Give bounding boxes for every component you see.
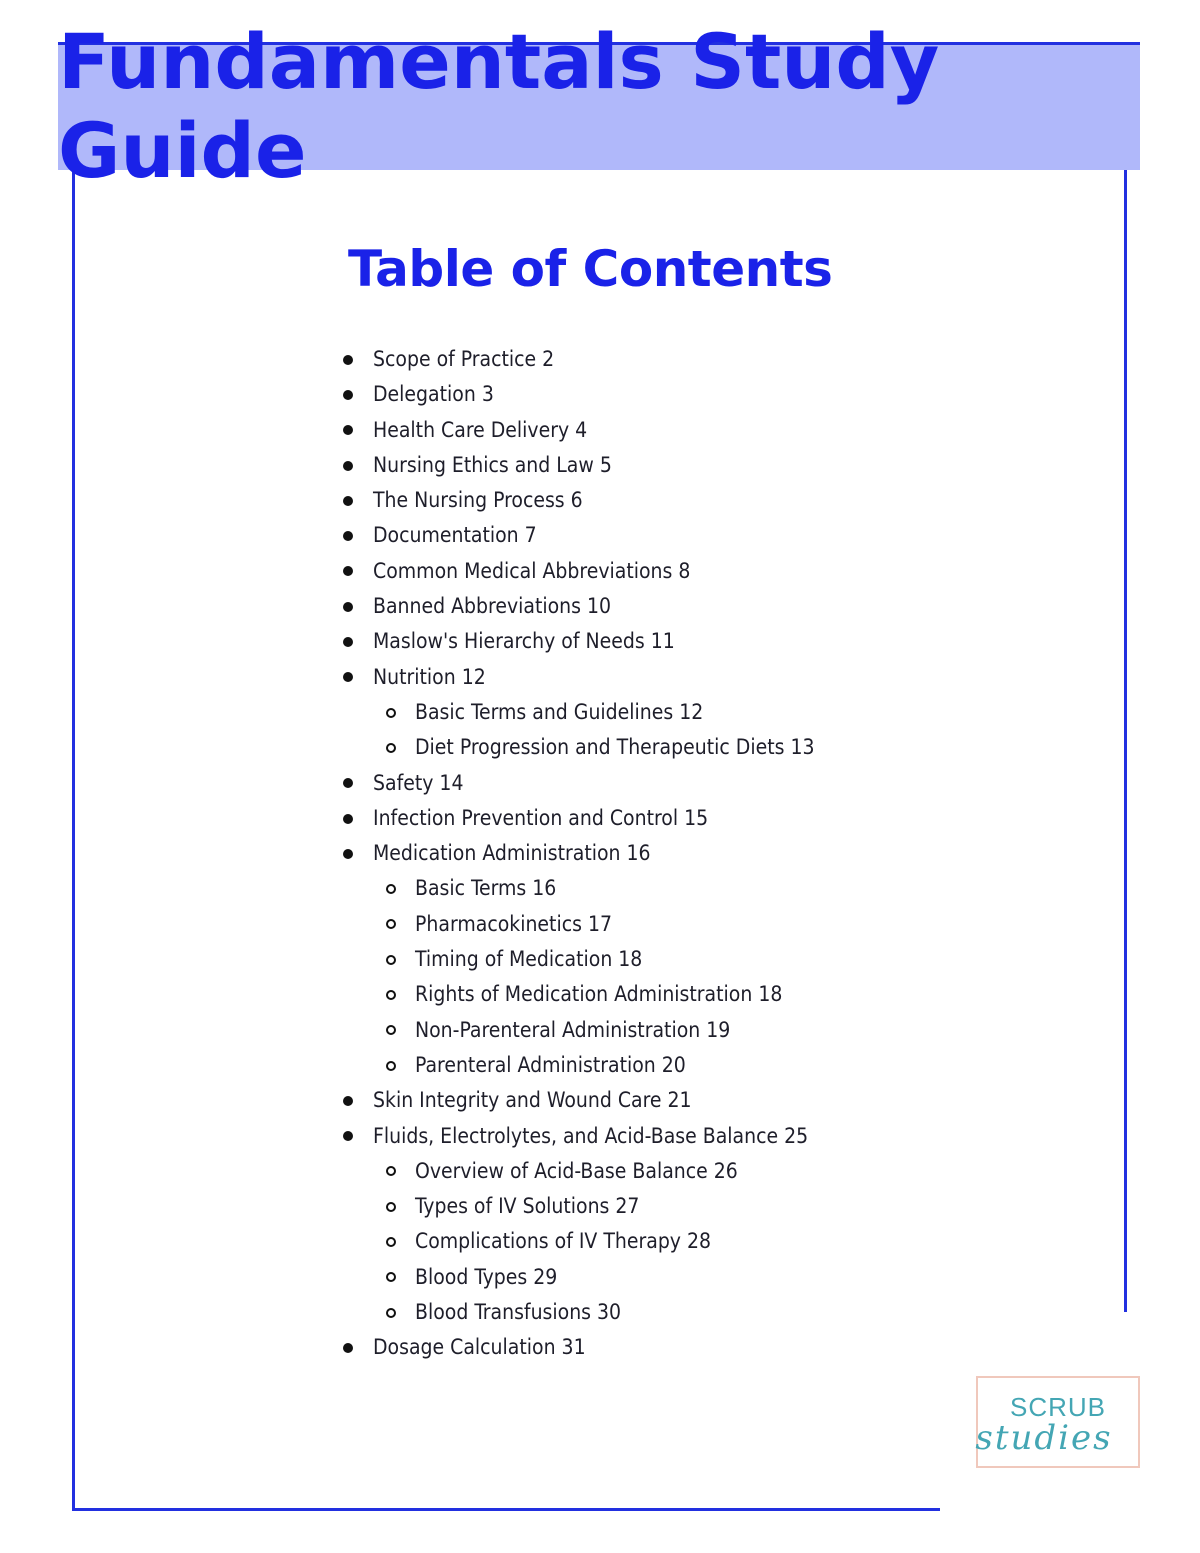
toc-item-text: Basic Terms 16 xyxy=(415,876,557,901)
toc-item xyxy=(0,518,814,553)
toc-subitem xyxy=(0,1260,814,1295)
toc-item xyxy=(0,1330,814,1365)
bullet-icon xyxy=(343,390,353,400)
toc-item-text: Infection Prevention and Control 15 xyxy=(373,805,709,830)
toc-item xyxy=(0,554,814,589)
toc-item-text: Common Medical Abbreviations 8 xyxy=(373,558,691,583)
toc-list xyxy=(0,342,814,1366)
toc-item-text: Nutrition 12 xyxy=(373,664,486,689)
toc-subitem xyxy=(0,695,814,730)
toc-subitem xyxy=(0,1189,814,1224)
bullet-icon xyxy=(343,1131,353,1141)
bullet-icon xyxy=(343,814,353,824)
toc-item xyxy=(0,589,814,624)
toc-item-text: Non-Parenteral Administration 19 xyxy=(415,1017,731,1042)
hollow-bullet-icon xyxy=(386,743,396,753)
toc-subitem xyxy=(0,871,814,906)
toc-item xyxy=(0,1083,814,1118)
bullet-icon xyxy=(343,778,353,788)
bullet-icon xyxy=(343,355,353,365)
toc-item-text: Documentation 7 xyxy=(373,523,537,548)
hollow-bullet-icon xyxy=(386,1237,396,1247)
toc-item-text: Rights of Medication Administration 18 xyxy=(415,982,783,1007)
bullet-icon xyxy=(343,672,353,682)
toc-item xyxy=(0,624,814,659)
toc-item xyxy=(0,342,814,377)
hollow-bullet-icon xyxy=(386,1166,396,1176)
hollow-bullet-icon xyxy=(386,1061,396,1071)
toc-item xyxy=(0,413,814,448)
toc-item-text: Types of IV Solutions 27 xyxy=(415,1194,640,1219)
toc-item-text: Delegation 3 xyxy=(373,382,494,407)
toc-item xyxy=(0,801,814,836)
page-frame-right xyxy=(1124,60,1127,1312)
toc-item-text: Blood Types 29 xyxy=(415,1264,558,1289)
toc-item-text: Medication Administration 16 xyxy=(373,841,651,866)
bullet-icon xyxy=(343,1343,353,1353)
toc-item-text: Diet Progression and Therapeutic Diets 13 xyxy=(415,735,815,760)
hollow-bullet-icon xyxy=(386,919,396,929)
toc-item-text: Timing of Medication 18 xyxy=(415,947,643,972)
toc-item-text: Scope of Practice 2 xyxy=(373,347,555,371)
toc-item xyxy=(0,766,814,801)
hollow-bullet-icon xyxy=(386,990,396,1000)
toc-subitem xyxy=(0,942,814,977)
toc-item-text: Dosage Calculation 31 xyxy=(373,1335,586,1360)
toc-item-text: Nursing Ethics and Law 5 xyxy=(373,452,612,477)
toc-subitem xyxy=(0,1224,814,1259)
toc-item-text: The Nursing Process 6 xyxy=(373,488,583,513)
toc-item xyxy=(0,483,814,518)
hollow-bullet-icon xyxy=(386,955,396,965)
toc-item xyxy=(0,660,814,695)
logo-scrub-text: SCRUB xyxy=(1009,1392,1106,1422)
bullet-icon xyxy=(343,496,353,506)
bullet-icon xyxy=(343,566,353,576)
toc-item-text: Basic Terms and Guidelines 12 xyxy=(415,699,704,724)
document-title: Fundamentals Study Guide xyxy=(58,17,940,195)
scrub-studies-logo xyxy=(976,1376,1140,1468)
toc-subitem xyxy=(0,1295,814,1330)
toc-heading: Table of Contents xyxy=(348,240,833,298)
toc-item xyxy=(0,1119,814,1154)
toc-item xyxy=(0,448,814,483)
hollow-bullet-icon xyxy=(386,1025,396,1035)
toc-subitem xyxy=(0,1048,814,1083)
logo-studies-script: studies xyxy=(975,1418,1113,1458)
toc-item xyxy=(0,836,814,871)
hollow-bullet-icon xyxy=(386,708,396,718)
toc-item-text: Health Care Delivery 4 xyxy=(373,417,588,442)
hollow-bullet-icon xyxy=(386,884,396,894)
toc-subitem xyxy=(0,1013,814,1048)
bullet-icon xyxy=(343,849,353,859)
toc-subitem xyxy=(0,1154,814,1189)
page-frame-bottom xyxy=(72,1508,940,1511)
hollow-bullet-icon xyxy=(386,1202,396,1212)
toc-item-text: Pharmacokinetics 17 xyxy=(415,911,612,936)
toc-item-text: Safety 14 xyxy=(373,770,464,795)
toc-item-text: Parenteral Administration 20 xyxy=(415,1052,686,1077)
bullet-icon xyxy=(343,425,353,435)
toc-item-text: Blood Transfusions 30 xyxy=(415,1300,622,1325)
bullet-icon xyxy=(343,461,353,471)
toc-item-text: Banned Abbreviations 10 xyxy=(373,594,612,619)
toc-subitem xyxy=(0,977,814,1012)
toc-item-text: Maslow's Hierarchy of Needs 11 xyxy=(373,629,675,654)
bullet-icon xyxy=(343,602,353,612)
toc-item-text: Complications of IV Therapy 28 xyxy=(415,1229,712,1254)
bullet-icon xyxy=(343,637,353,647)
bullet-icon xyxy=(343,1096,353,1106)
toc-subitem xyxy=(0,730,814,765)
toc-item-text: Skin Integrity and Wound Care 21 xyxy=(373,1088,692,1113)
hollow-bullet-icon xyxy=(386,1272,396,1282)
toc-item-text: Fluids, Electrolytes, and Acid-Base Balance 25 xyxy=(373,1123,809,1148)
hollow-bullet-icon xyxy=(386,1308,396,1318)
toc-item-text: Overview of Acid-Base Balance 26 xyxy=(415,1158,738,1183)
toc-subitem xyxy=(0,907,814,942)
bullet-icon xyxy=(343,531,353,541)
toc-item xyxy=(0,377,814,412)
